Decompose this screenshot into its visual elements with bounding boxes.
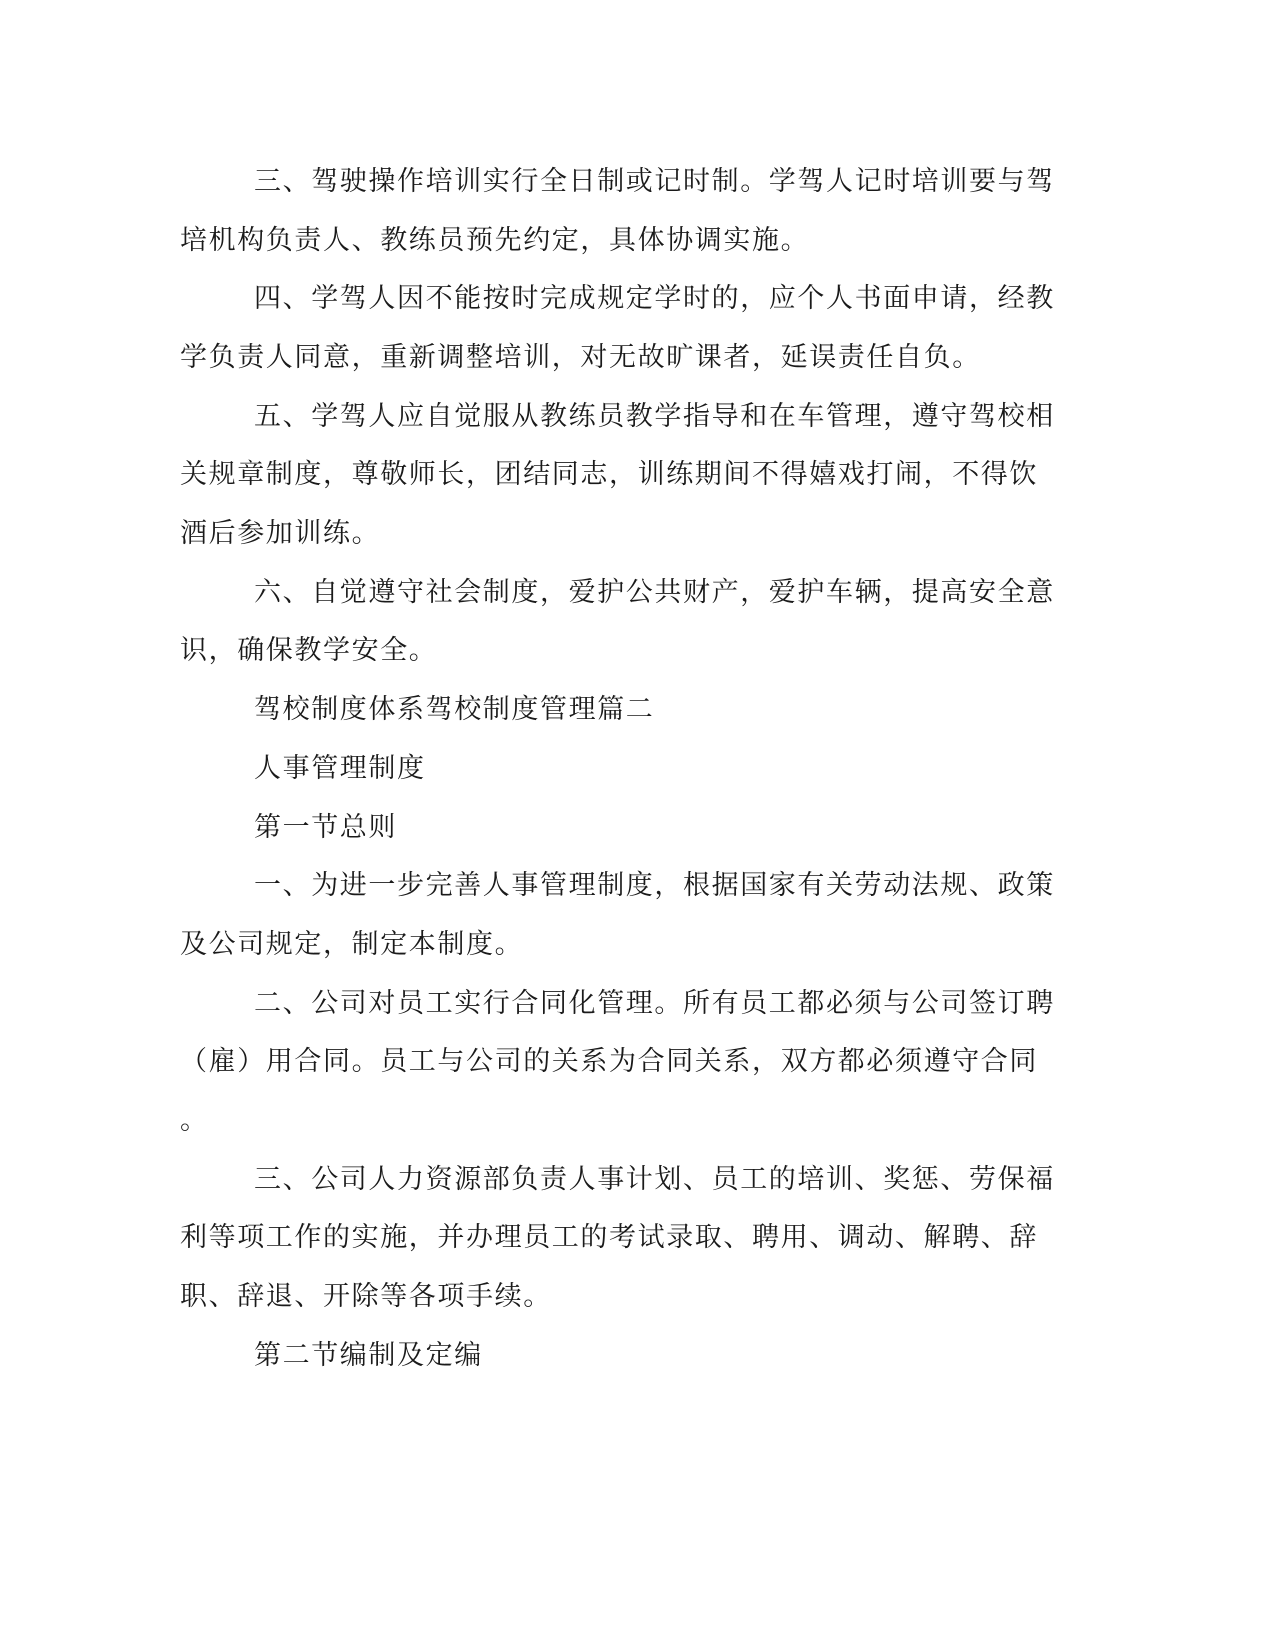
paragraph-line: 三、公司人力资源部负责人事计划、员工的培训、奖惩、劳保福	[254, 1164, 1055, 1195]
paragraph-line: 一、为进一步完善人事管理制度，根据国家有关劳动法规、政策	[254, 870, 1055, 901]
section-heading: 人事管理制度	[254, 753, 426, 784]
paragraph-line: 四、学驾人因不能按时完成规定学时的，应个人书面申请，经教	[254, 283, 1055, 314]
section-heading: 第二节编制及定编	[254, 1340, 483, 1371]
paragraph-line: 六、自觉遵守社会制度，爱护公共财产，爱护车辆，提高安全意	[254, 577, 1055, 608]
paragraph-line: 职、辞退、开除等各项手续。	[180, 1281, 552, 1312]
paragraph-line: 识，确保教学安全。	[180, 635, 438, 666]
section-heading: 驾校制度体系驾校制度管理篇二	[254, 694, 655, 725]
section-heading: 第一节总则	[254, 812, 397, 843]
paragraph-line: 关规章制度，尊敬师长，团结同志，训练期间不得嬉戏打闹，不得饮	[180, 459, 1038, 490]
paragraph-line: 五、学驾人应自觉服从教练员教学指导和在车管理，遵守驾校相	[254, 401, 1055, 432]
paragraph-line: 二、公司对员工实行合同化管理。所有员工都必须与公司签订聘	[254, 988, 1055, 1019]
paragraph-line: 。	[180, 1105, 209, 1136]
paragraph-line: 三、驾驶操作培训实行全日制或记时制。学驾人记时培训要与驾	[254, 166, 1055, 197]
paragraph-line: 酒后参加训练。	[180, 518, 381, 549]
paragraph-line: 利等项工作的实施，并办理员工的考试录取、聘用、调动、解聘、辞	[180, 1222, 1038, 1253]
paragraph-line: 学负责人同意，重新调整培训，对无故旷课者，延误责任自负。	[180, 342, 981, 373]
paragraph-line: （雇）用合同。员工与公司的关系为合同关系，双方都必须遵守合同	[180, 1046, 1038, 1077]
paragraph-line: 及公司规定，制定本制度。	[180, 929, 524, 960]
paragraph-line: 培机构负责人、教练员预先约定，具体协调实施。	[180, 225, 810, 256]
